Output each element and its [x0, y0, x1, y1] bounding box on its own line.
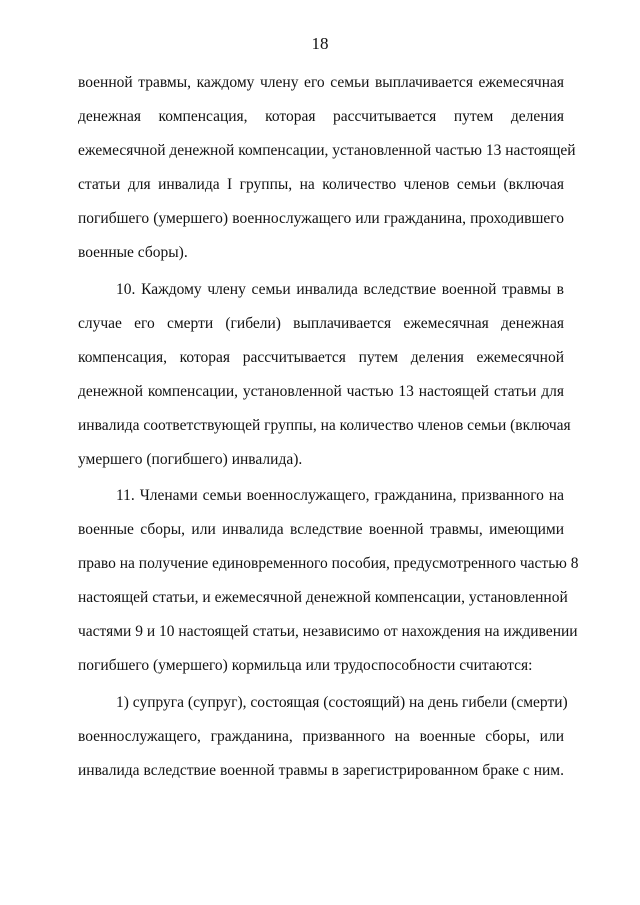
text-line: частями 9 и 10 настоящей статьи, независимо от нахождения на иждивении [78, 623, 578, 640]
text-line: право на получение единовременного пособия, предусмотренного частью 8 [78, 555, 579, 572]
text-line: погибшего (умершего) военнослужащего или гражданина, проходившего [78, 210, 564, 227]
text-line: инвалида вследствие военной травмы в зарегистрированном браке с ним. [78, 762, 564, 779]
page-number: 18 [311, 34, 329, 53]
text-line: умершего (погибшего) инвалида). [78, 451, 303, 468]
text-line: денежная компенсация, которая рассчитывается путем деления [78, 108, 564, 125]
text-line: денежной компенсации, установленной частью 13 настоящей статьи для [78, 383, 564, 400]
text-line: военные сборы). [78, 244, 188, 261]
text-line: военной травмы, каждому члену его семьи выплачивается ежемесячная [78, 74, 564, 91]
text-line: военнослужащего, гражданина, призванного на военные сборы, или [78, 728, 564, 745]
paragraph-11-first-line: 11. Членами семьи военнослужащего, гражданина, призванного на [116, 487, 564, 504]
text-line: случае его смерти (гибели) выплачивается ежемесячная денежная [78, 315, 564, 332]
text-line: статьи для инвалида I группы, на количество членов семьи (включая [78, 176, 564, 193]
paragraph-10-first-line: 10. Каждому члену семьи инвалида вследствие военной травмы в [116, 281, 564, 298]
text-line: компенсация, которая рассчитывается путем деления ежемесячной [78, 349, 564, 366]
item-1-first-line: 1) супруга (супруг), состоящая (состоящий) на день гибели (смерти) [116, 694, 568, 711]
text-line: настоящей статьи, и ежемесячной денежной компенсации, установленной [78, 589, 568, 606]
text-line: погибшего (умершего) кормильца или трудоспособности считаются: [78, 657, 533, 674]
text-line: ежемесячной денежной компенсации, установленной частью 13 настоящей [78, 142, 576, 159]
text-line: инвалида соответствующей группы, на количество членов семьи (включая [78, 417, 571, 434]
text-line: военные сборы, или инвалида вследствие военной травмы, имеющими [78, 521, 564, 538]
